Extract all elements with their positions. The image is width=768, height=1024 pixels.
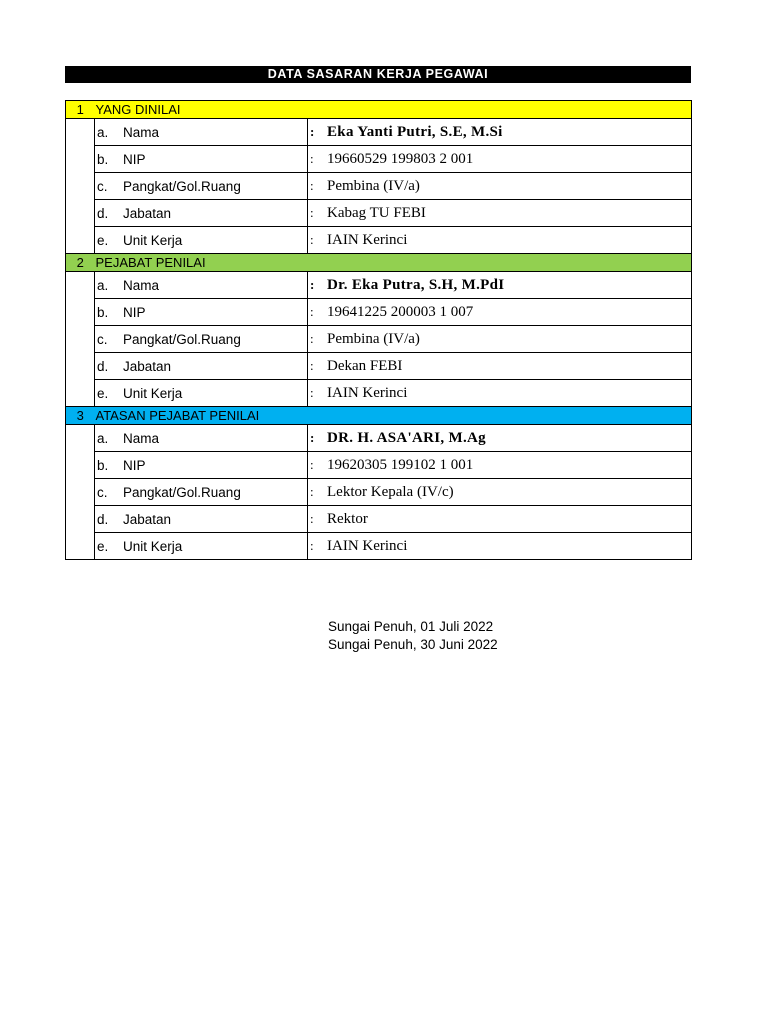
- row-value: DR. H. ASA'ARI, M.Ag: [327, 429, 486, 446]
- row-value: 19620305 199102 1 001: [327, 456, 474, 473]
- table-row: [66, 452, 692, 479]
- row-value: Lektor Kepala (IV/c): [327, 483, 454, 500]
- table-row: [66, 479, 692, 506]
- table-row: [66, 380, 692, 407]
- employee-data-table: [65, 100, 692, 560]
- separator: :: [310, 538, 314, 553]
- table-row: [66, 173, 692, 200]
- row-label: Unit Kerja: [123, 538, 183, 554]
- row-value: Rektor: [327, 510, 368, 527]
- row-letter: c.: [97, 484, 108, 500]
- separator: :: [310, 331, 314, 346]
- row-value: Eka Yanti Putri, S.E, M.Si: [327, 123, 503, 140]
- section-header-yang-dinilai: [66, 101, 692, 119]
- row-letter: e.: [97, 385, 109, 401]
- separator: :: [310, 385, 314, 400]
- document-title: DATA SASARAN KERJA PEGAWAI: [65, 66, 691, 83]
- row-letter: c.: [97, 178, 108, 194]
- section-number: 3: [66, 407, 95, 425]
- row-value: Kabag TU FEBI: [327, 204, 426, 221]
- row-letter: b.: [97, 151, 109, 167]
- row-label: Nama: [123, 277, 160, 293]
- separator: :: [310, 277, 315, 292]
- separator: :: [310, 511, 314, 526]
- separator: :: [310, 484, 314, 499]
- row-value: 19641225 200003 1 007: [327, 303, 474, 320]
- row-label: Unit Kerja: [123, 385, 183, 401]
- row-letter: e.: [97, 538, 109, 554]
- row-value: IAIN Kerinci: [327, 231, 408, 248]
- section-number: 1: [66, 101, 95, 119]
- separator: :: [310, 304, 314, 319]
- separator: :: [310, 232, 314, 247]
- section-title: YANG DINILAI: [95, 101, 692, 119]
- row-letter: e.: [97, 232, 109, 248]
- row-value: 19660529 199803 2 001: [327, 150, 474, 167]
- table-row: [66, 353, 692, 380]
- section-title: PEJABAT PENILAI: [95, 254, 692, 272]
- row-value: Dekan FEBI: [327, 357, 403, 374]
- separator: :: [310, 457, 314, 472]
- place-date-end: Sungai Penuh, 30 Juni 2022: [328, 637, 498, 652]
- separator: :: [310, 430, 315, 445]
- row-label: Nama: [123, 430, 160, 446]
- row-letter: b.: [97, 304, 109, 320]
- row-value: Dr. Eka Putra, S.H, M.PdI: [327, 276, 505, 293]
- row-label: NIP: [123, 304, 146, 320]
- row-value: IAIN Kerinci: [327, 384, 408, 401]
- section-header-pejabat-penilai: [66, 254, 692, 272]
- row-label: Nama: [123, 124, 160, 140]
- row-label: Pangkat/Gol.Ruang: [123, 484, 241, 500]
- row-label: Jabatan: [123, 205, 172, 221]
- row-letter: a.: [97, 124, 109, 140]
- row-value: Pembina (IV/a): [327, 330, 420, 347]
- separator: :: [310, 205, 314, 220]
- separator: :: [310, 151, 314, 166]
- row-value: IAIN Kerinci: [327, 537, 408, 554]
- separator: :: [310, 358, 314, 373]
- row-label: Jabatan: [123, 511, 172, 527]
- section-number: 2: [66, 254, 95, 272]
- row-letter: c.: [97, 331, 108, 347]
- separator: :: [310, 124, 315, 139]
- table-row: [66, 506, 692, 533]
- table-row: [66, 200, 692, 227]
- table-row: [66, 119, 692, 146]
- table-row: [66, 326, 692, 353]
- separator: :: [310, 178, 314, 193]
- place-date-start: Sungai Penuh, 01 Juli 2022: [328, 619, 494, 634]
- row-letter: d.: [97, 205, 109, 221]
- row-value: Pembina (IV/a): [327, 177, 420, 194]
- row-letter: a.: [97, 277, 109, 293]
- row-label: NIP: [123, 457, 146, 473]
- table-row: [66, 227, 692, 254]
- place-date-block: [328, 618, 498, 654]
- row-letter: b.: [97, 457, 109, 473]
- table-row: [66, 425, 692, 452]
- table-row: [66, 146, 692, 173]
- table-row: [66, 533, 692, 560]
- section-header-atasan-pejabat-penilai: [66, 407, 692, 425]
- row-label: Jabatan: [123, 358, 172, 374]
- table-row: [66, 299, 692, 326]
- row-label: Unit Kerja: [123, 232, 183, 248]
- row-letter: d.: [97, 358, 109, 374]
- row-letter: d.: [97, 511, 109, 527]
- row-label: NIP: [123, 151, 146, 167]
- row-letter: a.: [97, 430, 109, 446]
- row-label: Pangkat/Gol.Ruang: [123, 178, 241, 194]
- row-label: Pangkat/Gol.Ruang: [123, 331, 241, 347]
- table-row: [66, 272, 692, 299]
- section-title: ATASAN PEJABAT PENILAI: [95, 407, 692, 425]
